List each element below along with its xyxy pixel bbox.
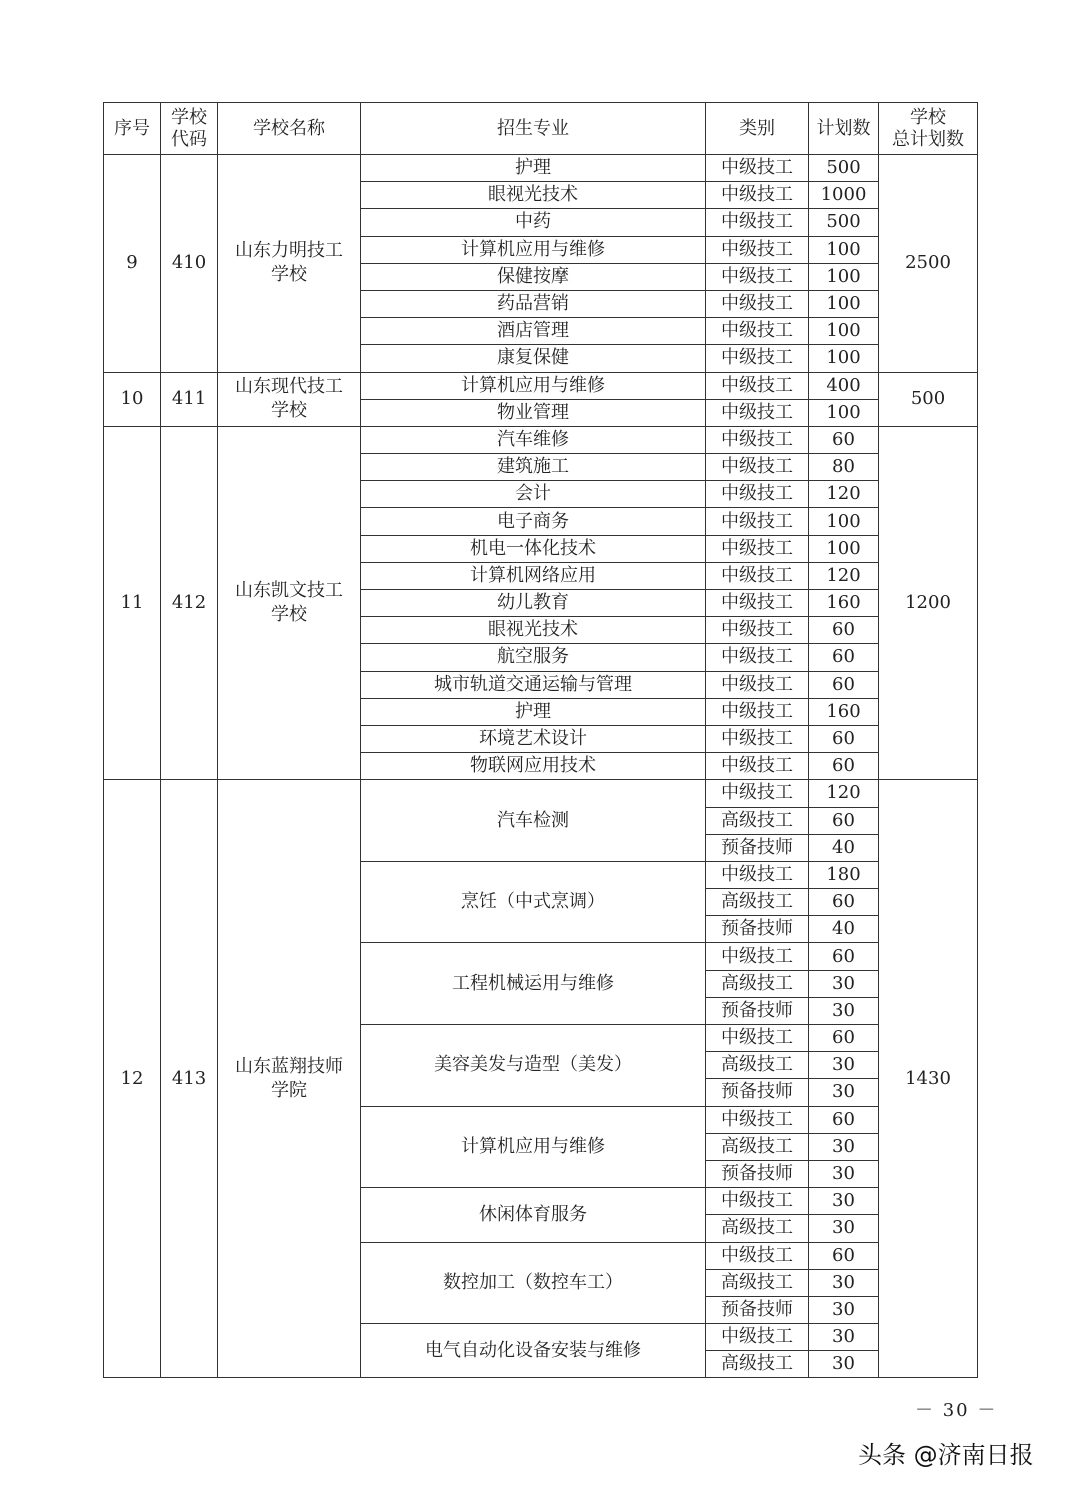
cell-school-name xyxy=(218,372,361,426)
header-school-code xyxy=(161,103,218,155)
cell-category: 中级技工 xyxy=(706,943,809,970)
cell-category: 中级技工 xyxy=(706,399,809,426)
cell-plan: 120 xyxy=(809,780,879,807)
cell-category: 预备技师 xyxy=(706,1079,809,1106)
table-row xyxy=(104,426,978,453)
cell-plan: 120 xyxy=(809,562,879,589)
cell-category: 中级技工 xyxy=(706,671,809,698)
cell-category: 高级技工 xyxy=(706,889,809,916)
cell-category: 预备技师 xyxy=(706,916,809,943)
cell-category: 中级技工 xyxy=(706,454,809,481)
school-name-line: 学校 xyxy=(271,264,307,286)
cell-major: 电气自动化设备安装与维修 xyxy=(361,1324,706,1378)
cell-category: 中级技工 xyxy=(706,562,809,589)
enrollment-table xyxy=(103,102,978,1378)
cell-seq: 9 xyxy=(104,155,161,373)
cell-category: 高级技工 xyxy=(706,970,809,997)
cell-major: 计算机应用与维修 xyxy=(361,1106,706,1188)
cell-plan: 60 xyxy=(809,725,879,752)
school-name-line: 学校 xyxy=(271,604,307,626)
cell-plan: 100 xyxy=(809,399,879,426)
table-body xyxy=(104,155,978,1378)
cell-category: 中级技工 xyxy=(706,263,809,290)
cell-major: 护理 xyxy=(361,155,706,182)
cell-category: 中级技工 xyxy=(706,1324,809,1351)
cell-total: 1430 xyxy=(879,780,978,1378)
cell-total: 500 xyxy=(879,372,978,426)
cell-major: 眼视光技术 xyxy=(361,617,706,644)
cell-plan: 60 xyxy=(809,1025,879,1052)
school-name-line: 山东现代技工 xyxy=(235,376,343,398)
header-plan: 计划数 xyxy=(809,103,879,155)
cell-category: 中级技工 xyxy=(706,1025,809,1052)
cell-major: 药品营销 xyxy=(361,290,706,317)
cell-total: 2500 xyxy=(879,155,978,373)
cell-plan: 30 xyxy=(809,1351,879,1378)
cell-category: 中级技工 xyxy=(706,1106,809,1133)
cell-plan: 60 xyxy=(809,1242,879,1269)
cell-category: 中级技工 xyxy=(706,426,809,453)
table-header-row xyxy=(104,103,978,155)
cell-major: 物业管理 xyxy=(361,399,706,426)
cell-major: 航空服务 xyxy=(361,644,706,671)
header-school-name: 学校名称 xyxy=(218,103,361,155)
cell-plan: 60 xyxy=(809,943,879,970)
cell-total: 1200 xyxy=(879,426,978,779)
cell-plan: 100 xyxy=(809,508,879,535)
cell-category: 中级技工 xyxy=(706,725,809,752)
cell-category: 中级技工 xyxy=(706,182,809,209)
cell-plan: 60 xyxy=(809,1106,879,1133)
cell-major: 计算机应用与维修 xyxy=(361,372,706,399)
cell-major: 数控加工（数控车工） xyxy=(361,1242,706,1324)
cell-major: 计算机应用与维修 xyxy=(361,236,706,263)
cell-plan: 30 xyxy=(809,1160,879,1187)
cell-plan: 30 xyxy=(809,1052,879,1079)
header-major: 招生专业 xyxy=(361,103,706,155)
cell-category: 中级技工 xyxy=(706,753,809,780)
cell-plan: 60 xyxy=(809,671,879,698)
cell-plan: 100 xyxy=(809,318,879,345)
cell-plan: 40 xyxy=(809,834,879,861)
cell-major: 电子商务 xyxy=(361,508,706,535)
cell-category: 中级技工 xyxy=(706,644,809,671)
cell-plan: 60 xyxy=(809,753,879,780)
cell-school-name xyxy=(218,780,361,1378)
cell-major: 建筑施工 xyxy=(361,454,706,481)
header-school-code-text: 学校 代码 xyxy=(171,106,207,150)
cell-category: 中级技工 xyxy=(706,698,809,725)
school-name-line: 山东蓝翔技师 xyxy=(235,1055,343,1077)
cell-category: 中级技工 xyxy=(706,1242,809,1269)
cell-plan: 30 xyxy=(809,1324,879,1351)
cell-major: 护理 xyxy=(361,698,706,725)
cell-major: 环境艺术设计 xyxy=(361,725,706,752)
cell-major: 会计 xyxy=(361,481,706,508)
cell-plan: 60 xyxy=(809,807,879,834)
cell-school-code: 410 xyxy=(161,155,218,373)
cell-seq: 10 xyxy=(104,372,161,426)
cell-plan: 60 xyxy=(809,617,879,644)
cell-major: 汽车检测 xyxy=(361,780,706,862)
cell-plan: 1000 xyxy=(809,182,879,209)
school-name-line: 学校 xyxy=(271,400,307,422)
cell-plan: 100 xyxy=(809,263,879,290)
cell-plan: 100 xyxy=(809,236,879,263)
school-name-line: 山东力明技工 xyxy=(235,240,343,262)
cell-category: 高级技工 xyxy=(706,1215,809,1242)
cell-major: 计算机网络应用 xyxy=(361,562,706,589)
cell-category: 中级技工 xyxy=(706,861,809,888)
cell-plan: 100 xyxy=(809,290,879,317)
cell-school-code: 413 xyxy=(161,780,218,1378)
cell-category: 高级技工 xyxy=(706,1052,809,1079)
cell-category: 预备技师 xyxy=(706,997,809,1024)
cell-category: 高级技工 xyxy=(706,807,809,834)
cell-major: 美容美发与造型（美发） xyxy=(361,1025,706,1107)
cell-category: 中级技工 xyxy=(706,508,809,535)
cell-plan: 500 xyxy=(809,155,879,182)
cell-plan: 160 xyxy=(809,698,879,725)
header-total xyxy=(879,103,978,155)
cell-plan: 40 xyxy=(809,916,879,943)
cell-plan: 500 xyxy=(809,209,879,236)
cell-plan: 100 xyxy=(809,345,879,372)
school-name-line: 山东凯文技工 xyxy=(235,580,343,602)
cell-plan: 400 xyxy=(809,372,879,399)
cell-category: 中级技工 xyxy=(706,372,809,399)
cell-major: 物联网应用技术 xyxy=(361,753,706,780)
cell-category: 中级技工 xyxy=(706,780,809,807)
cell-plan: 30 xyxy=(809,1296,879,1323)
school-name-line: 学院 xyxy=(271,1079,307,1101)
cell-major: 城市轨道交通运输与管理 xyxy=(361,671,706,698)
cell-category: 中级技工 xyxy=(706,236,809,263)
cell-plan: 60 xyxy=(809,426,879,453)
header-category: 类别 xyxy=(706,103,809,155)
cell-plan: 120 xyxy=(809,481,879,508)
cell-seq: 11 xyxy=(104,426,161,779)
cell-category: 中级技工 xyxy=(706,290,809,317)
cell-category: 中级技工 xyxy=(706,481,809,508)
cell-category: 预备技师 xyxy=(706,1160,809,1187)
cell-seq: 12 xyxy=(104,780,161,1378)
cell-major: 汽车维修 xyxy=(361,426,706,453)
cell-major: 酒店管理 xyxy=(361,318,706,345)
cell-category: 中级技工 xyxy=(706,345,809,372)
cell-category: 高级技工 xyxy=(706,1351,809,1378)
cell-plan: 30 xyxy=(809,970,879,997)
cell-plan: 30 xyxy=(809,1188,879,1215)
page-number: － 30 － xyxy=(915,1400,998,1421)
cell-category: 中级技工 xyxy=(706,318,809,345)
cell-category: 中级技工 xyxy=(706,1188,809,1215)
cell-major: 保健按摩 xyxy=(361,263,706,290)
table-row xyxy=(104,372,978,399)
cell-plan: 180 xyxy=(809,861,879,888)
cell-plan: 160 xyxy=(809,590,879,617)
cell-category: 高级技工 xyxy=(706,1133,809,1160)
cell-major: 工程机械运用与维修 xyxy=(361,943,706,1025)
cell-major: 机电一体化技术 xyxy=(361,535,706,562)
cell-category: 预备技师 xyxy=(706,834,809,861)
cell-major: 幼儿教育 xyxy=(361,590,706,617)
cell-school-code: 411 xyxy=(161,372,218,426)
cell-category: 高级技工 xyxy=(706,1269,809,1296)
table-row xyxy=(104,780,978,807)
cell-plan: 30 xyxy=(809,1269,879,1296)
cell-major: 烹饪（中式烹调） xyxy=(361,861,706,943)
header-total-text: 学校 总计划数 xyxy=(892,106,964,150)
table-row xyxy=(104,155,978,182)
cell-plan: 30 xyxy=(809,1079,879,1106)
cell-major: 眼视光技术 xyxy=(361,182,706,209)
cell-school-name xyxy=(218,155,361,373)
cell-plan: 30 xyxy=(809,997,879,1024)
cell-major: 休闲体育服务 xyxy=(361,1188,706,1242)
cell-plan: 60 xyxy=(809,889,879,916)
cell-category: 预备技师 xyxy=(706,1296,809,1323)
cell-plan: 30 xyxy=(809,1133,879,1160)
cell-category: 中级技工 xyxy=(706,209,809,236)
cell-school-name xyxy=(218,426,361,779)
header-seq: 序号 xyxy=(104,103,161,155)
cell-category: 中级技工 xyxy=(706,155,809,182)
cell-plan: 100 xyxy=(809,535,879,562)
cell-plan: 30 xyxy=(809,1215,879,1242)
cell-plan: 80 xyxy=(809,454,879,481)
cell-category: 中级技工 xyxy=(706,590,809,617)
cell-category: 中级技工 xyxy=(706,617,809,644)
cell-major: 中药 xyxy=(361,209,706,236)
cell-school-code: 412 xyxy=(161,426,218,779)
cell-category: 中级技工 xyxy=(706,535,809,562)
cell-plan: 60 xyxy=(809,644,879,671)
watermark: 头条 @济南日报 xyxy=(858,1441,1034,1469)
cell-major: 康复保健 xyxy=(361,345,706,372)
